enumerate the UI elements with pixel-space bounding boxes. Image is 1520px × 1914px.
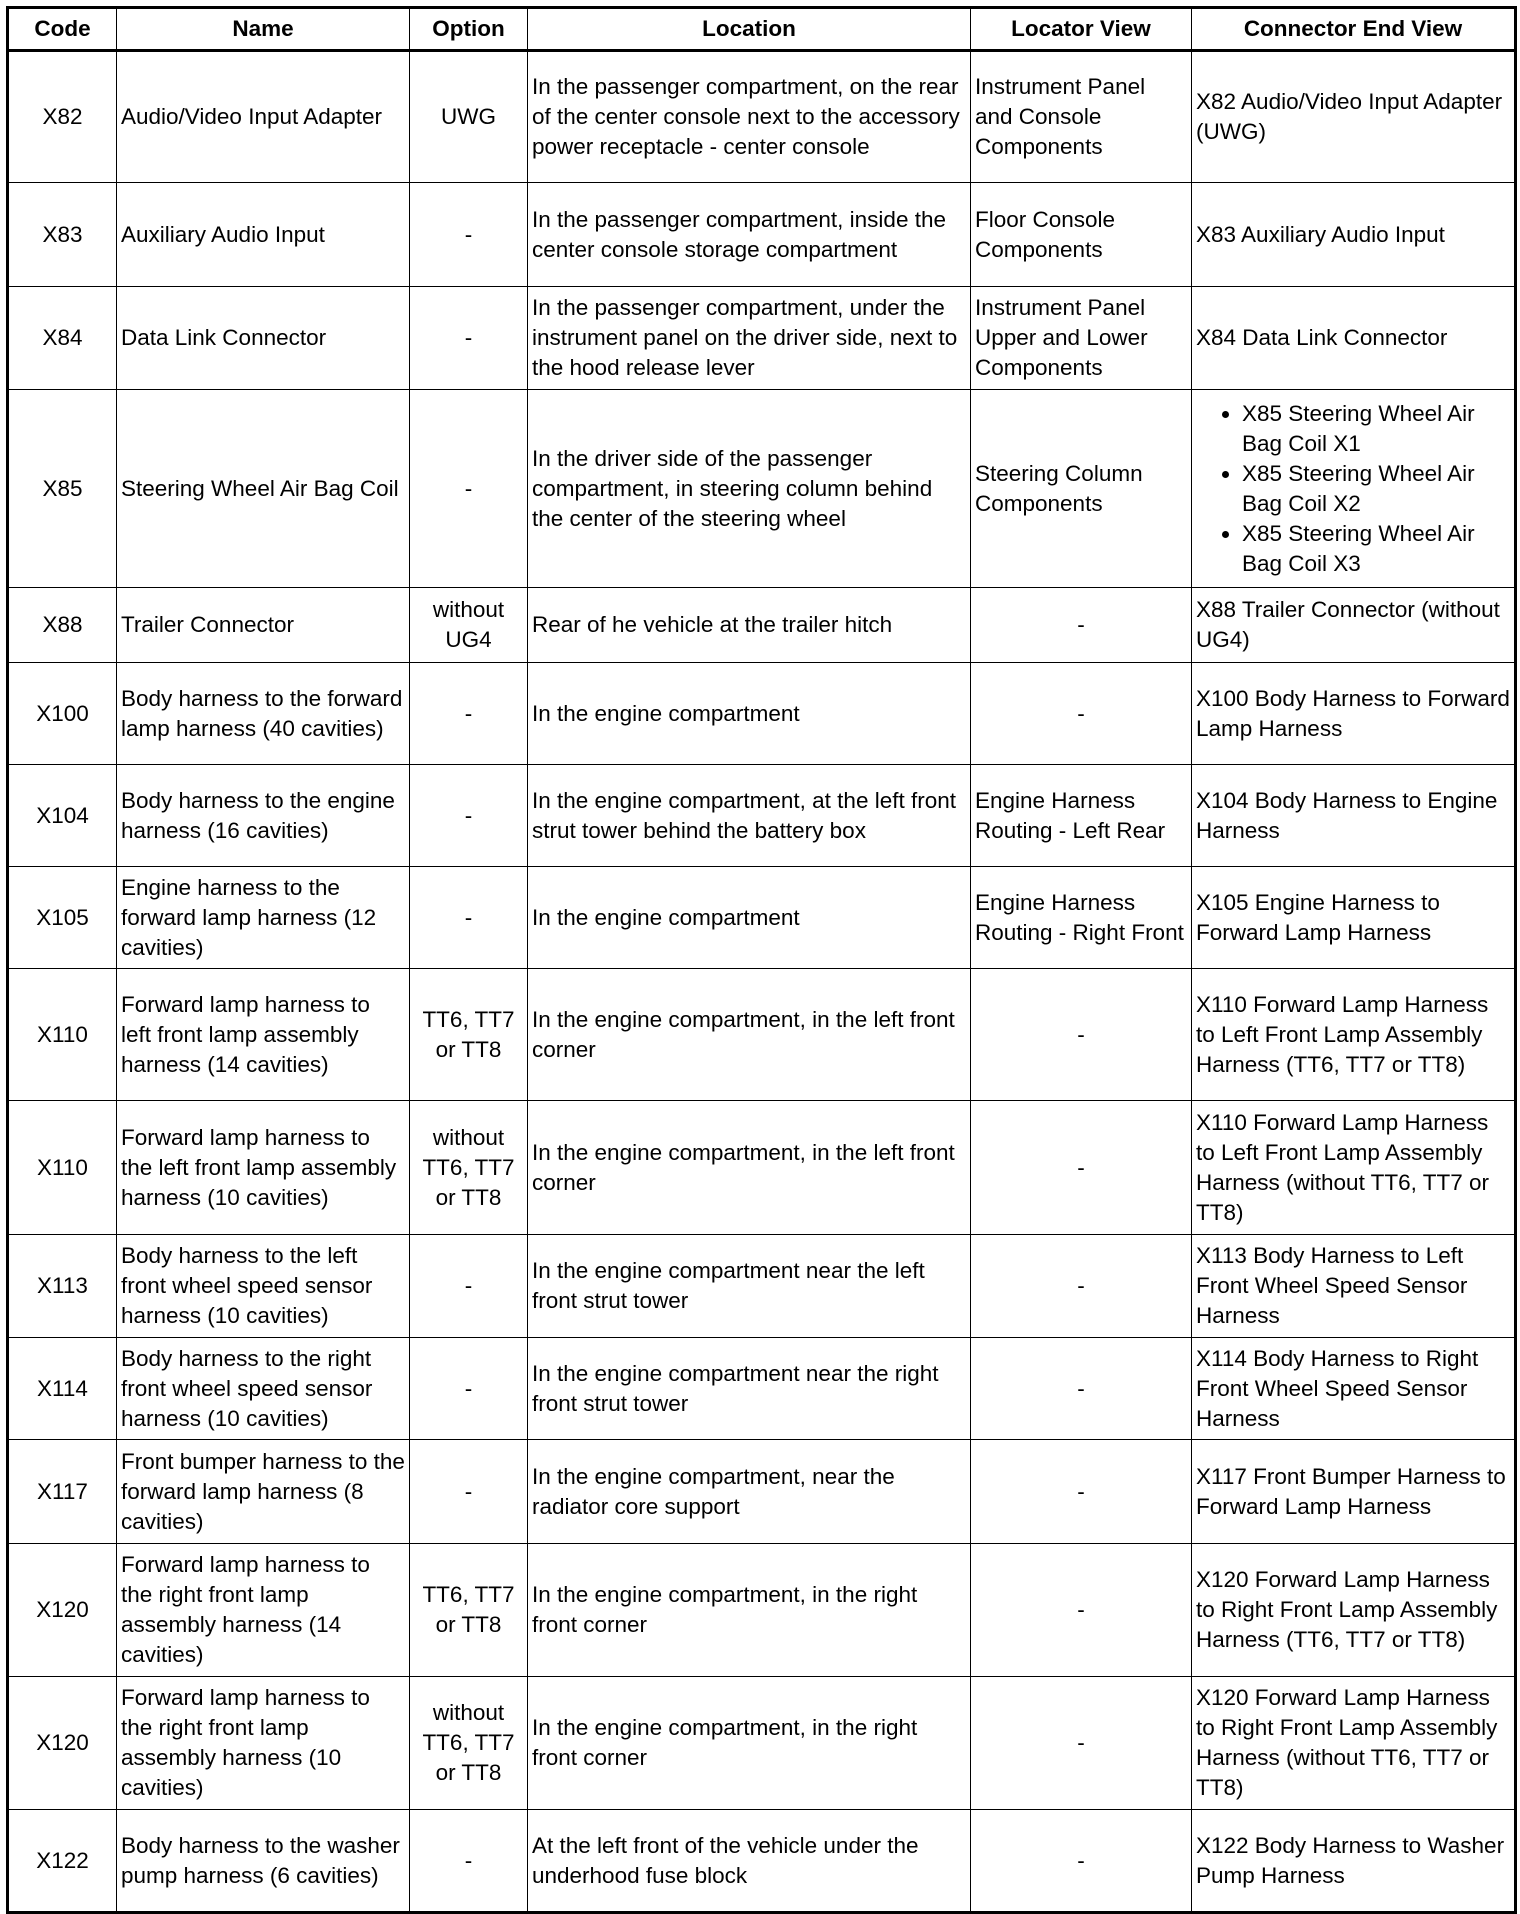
cell-code: X110: [8, 1101, 117, 1235]
connector-link[interactable]: X104 Body Harness to Engine Harness: [1196, 787, 1498, 843]
cell-code: X113: [8, 1235, 117, 1338]
connector-link[interactable]: X114 Body Harness to Right Front Wheel Speed Sensor Harness: [1196, 1345, 1479, 1431]
cell-location: In the engine compartment, in the right front corner: [528, 1677, 971, 1810]
cell-option: -: [410, 183, 528, 287]
cell-locator-view: Engine Harness Routing - Right Front: [971, 867, 1192, 969]
connector-list: [1196, 399, 1510, 579]
connector-link[interactable]: X120 Forward Lamp Harness to Right Front Lamp Assembly Harness (without TT6, TT7 or TT8): [1196, 1685, 1498, 1800]
cell-locator-view: -: [971, 588, 1192, 663]
cell-connector-end-view: [1192, 1440, 1516, 1544]
cell-option: -: [410, 287, 528, 390]
cell-option: -: [410, 1440, 528, 1544]
cell-locator-view: -: [971, 1235, 1192, 1338]
cell-code: X105: [8, 867, 117, 969]
cell-option: without UG4: [410, 588, 528, 663]
connector-link[interactable]: X122 Body Harness to Washer Pump Harness: [1196, 1832, 1505, 1888]
cell-code: X82: [8, 51, 117, 183]
cell-code: X110: [8, 969, 117, 1101]
connector-table: [6, 6, 1517, 1914]
cell-location: In the engine compartment near the right front strut tower: [528, 1338, 971, 1440]
cell-locator-view: -: [971, 1440, 1192, 1544]
connector-link[interactable]: X105 Engine Harness to Forward Lamp Harness: [1196, 889, 1440, 945]
cell-locator-view: Engine Harness Routing - Left Rear: [971, 765, 1192, 867]
cell-name: Data Link Connector: [117, 287, 410, 390]
cell-locator-view: Floor Console Components: [971, 183, 1192, 287]
cell-code: X84: [8, 287, 117, 390]
cell-option: -: [410, 1810, 528, 1913]
cell-locator-view: -: [971, 1101, 1192, 1235]
cell-location: In the driver side of the passenger compartment, in steering column behind the center of the steering wheel: [528, 390, 971, 588]
cell-name: Forward lamp harness to left front lamp assembly harness (14 cavities): [117, 969, 410, 1101]
cell-code: X104: [8, 765, 117, 867]
table-row: [8, 51, 1516, 183]
cell-connector-end-view: [1192, 183, 1516, 287]
table-row: [8, 1544, 1516, 1677]
cell-name: Steering Wheel Air Bag Coil: [117, 390, 410, 588]
cell-option: without TT6, TT7 or TT8: [410, 1101, 528, 1235]
cell-code: X122: [8, 1810, 117, 1913]
table-row: [8, 1677, 1516, 1810]
cell-option: TT6, TT7 or TT8: [410, 1544, 528, 1677]
header-row: [8, 8, 1516, 51]
cell-code: X120: [8, 1677, 117, 1810]
connector-link[interactable]: X84 Data Link Connector: [1196, 325, 1448, 350]
header-location: Location: [528, 8, 971, 51]
cell-connector-end-view: [1192, 390, 1516, 588]
header-code: Code: [8, 8, 117, 51]
cell-code: X120: [8, 1544, 117, 1677]
cell-name: Forward lamp harness to the right front lamp assembly harness (10 cavities): [117, 1677, 410, 1810]
cell-option: -: [410, 1235, 528, 1338]
connector-link[interactable]: X117 Front Bumper Harness to Forward Lamp Harness: [1196, 1463, 1506, 1519]
connector-link[interactable]: X113 Body Harness to Left Front Wheel Speed Sensor Harness: [1196, 1243, 1468, 1328]
cell-connector-end-view: [1192, 1810, 1516, 1913]
cell-connector-end-view: [1192, 1677, 1516, 1810]
cell-connector-end-view: [1192, 969, 1516, 1101]
cell-connector-end-view: [1192, 867, 1516, 969]
cell-name: Trailer Connector: [117, 588, 410, 663]
connector-link[interactable]: X83 Auxiliary Audio Input: [1196, 221, 1445, 247]
cell-locator-view: -: [971, 1677, 1192, 1810]
cell-locator-view: Steering Column Components: [971, 390, 1192, 588]
cell-connector-end-view: [1192, 765, 1516, 867]
cell-connector-end-view: [1192, 1101, 1516, 1235]
cell-locator-view: Instrument Panel Upper and Lower Components: [971, 287, 1192, 390]
table-row: [8, 588, 1516, 663]
table-row: [8, 1101, 1516, 1235]
table-row: [8, 1235, 1516, 1338]
cell-location: In the engine compartment, in the left front corner: [528, 969, 971, 1101]
header-name: Name: [117, 8, 410, 51]
cell-option: TT6, TT7 or TT8: [410, 969, 528, 1101]
cell-name: Body harness to the engine harness (16 cavities): [117, 765, 410, 867]
table-row: [8, 1810, 1516, 1913]
cell-option: without TT6, TT7 or TT8: [410, 1677, 528, 1810]
cell-name: Engine harness to the forward lamp harness (12 cavities): [117, 867, 410, 969]
cell-name: Forward lamp harness to the right front lamp assembly harness (14 cavities): [117, 1544, 410, 1677]
cell-location: In the passenger compartment, under the instrument panel on the driver side, next to the hood release lever: [528, 287, 971, 390]
cell-option: -: [410, 663, 528, 765]
cell-name: Body harness to the left front wheel speed sensor harness (10 cavities): [117, 1235, 410, 1338]
connector-link[interactable]: X110 Forward Lamp Harness to Left Front Lamp Assembly Harness (TT6, TT7 or TT8): [1196, 991, 1489, 1077]
cell-connector-end-view: [1192, 287, 1516, 390]
connector-link[interactable]: • X85 Steering Wheel Air Bag Coil X2: [1242, 459, 1510, 519]
cell-locator-view: -: [971, 1544, 1192, 1677]
cell-location: In the engine compartment: [528, 663, 971, 765]
cell-option: -: [410, 765, 528, 867]
cell-name: Audio/Video Input Adapter: [117, 51, 410, 183]
cell-connector-end-view: [1192, 588, 1516, 663]
table-row: [8, 183, 1516, 287]
cell-name: Forward lamp harness to the left front lamp assembly harness (10 cavities): [117, 1101, 410, 1235]
connector-link[interactable]: X120 Forward Lamp Harness to Right Front Lamp Assembly Harness (TT6, TT7 or TT8): [1196, 1567, 1498, 1652]
cell-location: In the engine compartment, in the right front corner: [528, 1544, 971, 1677]
cell-option: -: [410, 390, 528, 588]
cell-location: Rear of he vehicle at the trailer hitch: [528, 588, 971, 663]
cell-option: -: [410, 867, 528, 969]
cell-locator-view: -: [971, 1338, 1192, 1440]
connector-link[interactable]: X88 Trailer Connector (without UG4): [1196, 597, 1500, 652]
connector-link[interactable]: • X85 Steering Wheel Air Bag Coil X1: [1242, 399, 1510, 459]
cell-connector-end-view: [1192, 1338, 1516, 1440]
cell-location: In the engine compartment near the left front strut tower: [528, 1235, 971, 1338]
connector-link[interactable]: X110 Forward Lamp Harness to Left Front Lamp Assembly Harness (without TT6, TT7 or TT8): [1196, 1109, 1490, 1225]
cell-location: In the passenger compartment, on the rear of the center console next to the accessory power receptacle - center console: [528, 51, 971, 183]
cell-location: In the engine compartment, near the radiator core support: [528, 1440, 971, 1544]
cell-name: Auxiliary Audio Input: [117, 183, 410, 287]
cell-location: At the left front of the vehicle under the underhood fuse block: [528, 1810, 971, 1913]
table-row: [8, 867, 1516, 969]
cell-name: Body harness to the forward lamp harness (40 cavities): [117, 663, 410, 765]
table-row: [8, 969, 1516, 1101]
cell-name: Body harness to the washer pump harness (6 cavities): [117, 1810, 410, 1913]
cell-connector-end-view: [1192, 663, 1516, 765]
cell-option: -: [410, 1338, 528, 1440]
cell-code: X100: [8, 663, 117, 765]
table-row: [8, 1440, 1516, 1544]
cell-locator-view: Instrument Panel and Console Components: [971, 51, 1192, 183]
table-row: [8, 765, 1516, 867]
cell-connector-end-view: [1192, 1235, 1516, 1338]
header-option: Option: [410, 8, 528, 51]
cell-name: Front bumper harness to the forward lamp harness (8 cavities): [117, 1440, 410, 1544]
cell-name: Body harness to the right front wheel speed sensor harness (10 cavities): [117, 1338, 410, 1440]
cell-location: In the engine compartment, in the left front corner: [528, 1101, 971, 1235]
cell-locator-view: -: [971, 663, 1192, 765]
table-row: [8, 390, 1516, 588]
header-connector-end-view: Connector End View: [1192, 8, 1516, 51]
cell-connector-end-view: [1192, 51, 1516, 183]
header-locator-view: Locator View: [971, 8, 1192, 51]
connector-link[interactable]: X100 Body Harness to Forward Lamp Harness: [1196, 685, 1510, 741]
connector-link[interactable]: • X85 Steering Wheel Air Bag Coil X3: [1242, 519, 1510, 579]
table-row: [8, 663, 1516, 765]
cell-location: In the passenger compartment, inside the center console storage compartment: [528, 183, 971, 287]
cell-option: UWG: [410, 51, 528, 183]
table-row: [8, 1338, 1516, 1440]
cell-code: X114: [8, 1338, 117, 1440]
cell-code: X88: [8, 588, 117, 663]
table-row: [8, 287, 1516, 390]
cell-location: In the engine compartment, at the left front strut tower behind the battery box: [528, 765, 971, 867]
cell-locator-view: -: [971, 969, 1192, 1101]
cell-code: X117: [8, 1440, 117, 1544]
cell-locator-view: -: [971, 1810, 1192, 1913]
cell-code: X83: [8, 183, 117, 287]
cell-code: X85: [8, 390, 117, 588]
connector-link[interactable]: X82 Audio/Video Input Adapter (UWG): [1196, 89, 1503, 144]
cell-connector-end-view: [1192, 1544, 1516, 1677]
cell-location: In the engine compartment: [528, 867, 971, 969]
